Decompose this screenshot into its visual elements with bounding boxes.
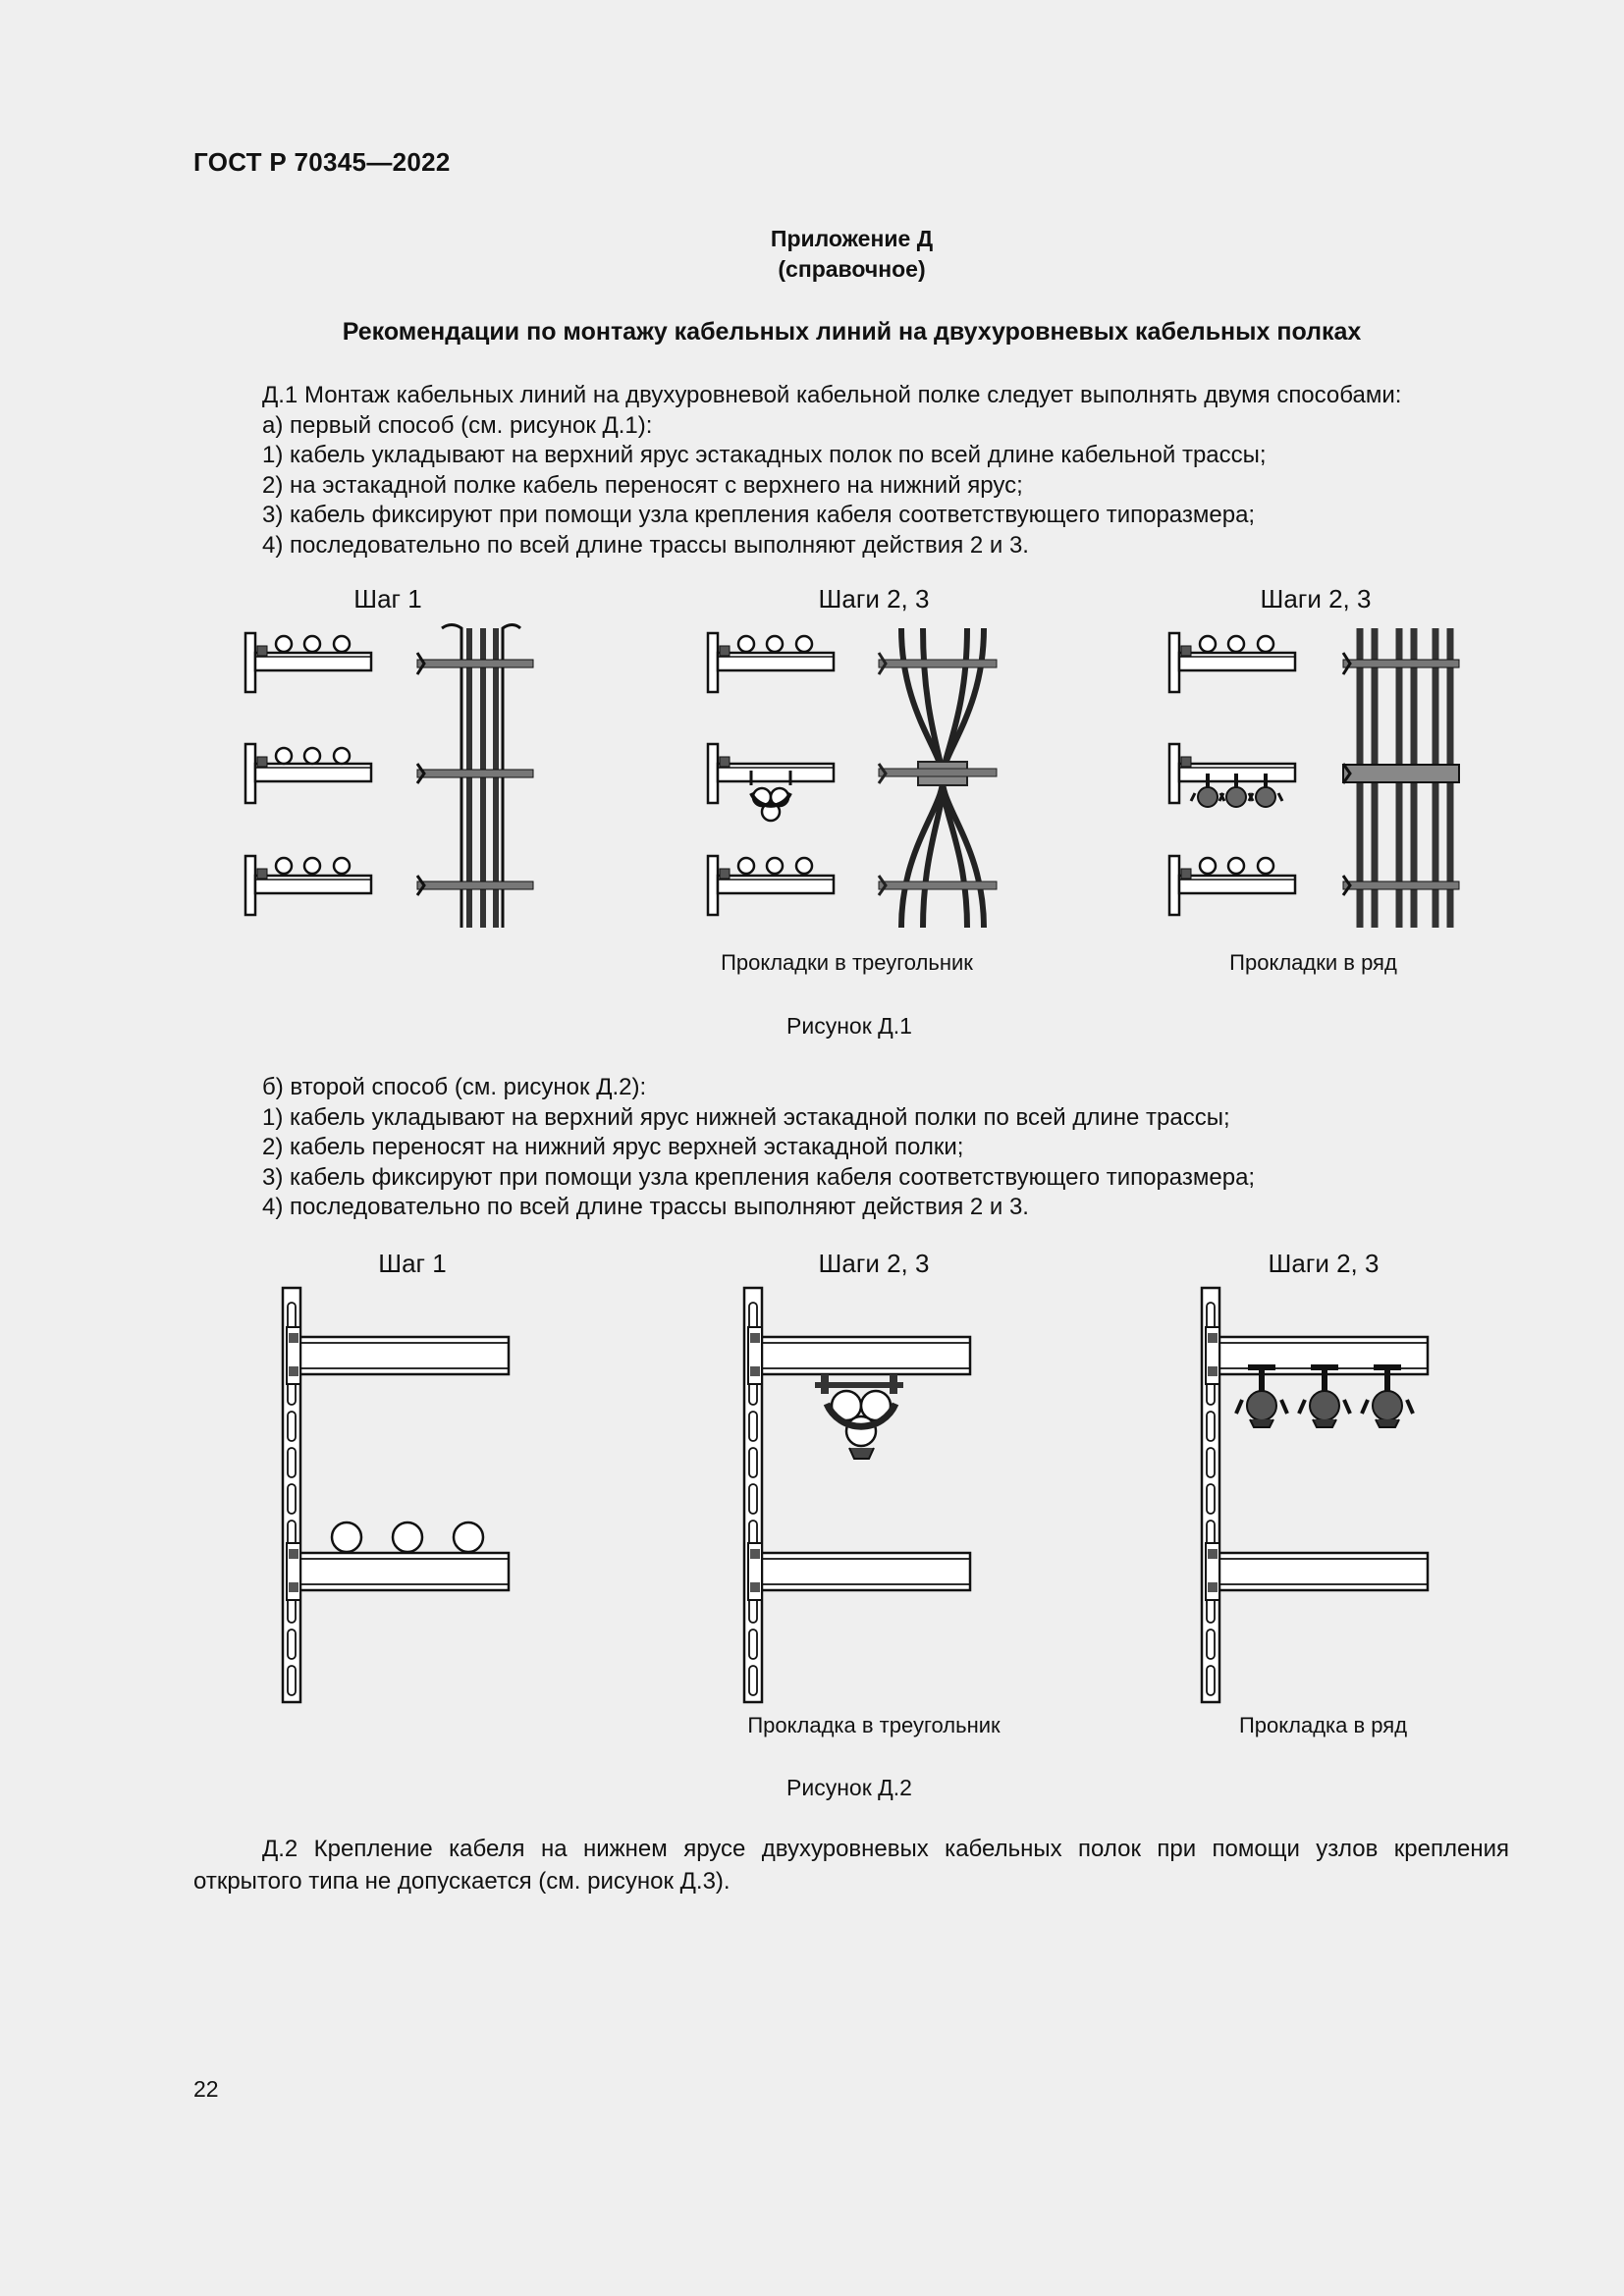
method-b-text <box>262 1073 1255 1223</box>
fig2-label-step1: Шаг 1 <box>378 1249 447 1278</box>
fig2-triangle <box>744 1288 970 1702</box>
text-line: 2) кабель переносят на нижний ярус верхней эстакадной полки; <box>262 1134 964 1160</box>
text-line: 3) кабель фиксируют при помощи узла крепления кабеля соответствующего типоразмера; <box>262 502 1256 528</box>
method-a-text <box>262 381 1401 561</box>
figure-d1-drawing <box>0 609 1624 942</box>
fig2-label-steps23-triangle: Шаги 2, 3 <box>818 1249 930 1278</box>
figure-d1-title: Рисунок Д.1 <box>786 1013 912 1039</box>
section-title: Рекомендации по монтажу кабельных линий на двухуровневых кабельных полках <box>342 318 1362 346</box>
text-line: 2) на эстакадной полке кабель переносят с верхнего на нижний ярус; <box>262 471 1023 499</box>
figure-d2-drawing <box>0 1276 1624 1718</box>
paragraph-d2-text: Д.2 Крепление кабеля на нижнем ярусе двухуровневых кабельных полок при помощи узлов крепления открытого типа не допускается (см. рисунок Д.3). <box>193 1836 1509 1895</box>
fig2-caption-triangle: Прокладка в треугольник <box>747 1713 1001 1737</box>
fig1-step1-side <box>245 633 371 915</box>
figure-d2-title: Рисунок Д.2 <box>786 1775 912 1800</box>
appendix-subtitle: (справочное) <box>778 256 926 282</box>
fig1-label-step1: Шаг 1 <box>353 584 422 614</box>
fig1-triangle-side <box>708 633 834 915</box>
fig1-step1-front <box>417 625 533 929</box>
text-line: 3) кабель фиксируют при помощи узла крепления кабеля соответствующего типоразмера; <box>262 1163 1256 1191</box>
fig2-step1 <box>283 1288 509 1702</box>
fig1-row-side <box>1169 633 1295 915</box>
fig1-triangle-front <box>879 628 997 928</box>
fig1-label-steps23-row: Шаги 2, 3 <box>1260 584 1372 614</box>
text-line: 1) кабель укладывают на верхний ярус нижней эстакадной полки по всей длине трассы; <box>262 1103 1230 1131</box>
text-line: 1) кабель укладывают на верхний ярус эстакадных полок по всей длине кабельной трассы; <box>262 442 1267 468</box>
text-line: 4) последовательно по всей длине трассы выполняют действия 2 и 3. <box>262 531 1029 559</box>
fig1-caption-row: Прокладки в ряд <box>1229 950 1397 975</box>
paragraph-d2 <box>193 1833 1509 1897</box>
text-line: Д.1 Монтаж кабельных линий на двухуровневой кабельной полке следует выполнять двумя способами: <box>262 382 1402 408</box>
fig1-label-steps23-triangle: Шаги 2, 3 <box>818 584 930 614</box>
text-line: б) второй способ (см. рисунок Д.2): <box>262 1074 647 1100</box>
fig1-caption-triangle: Прокладки в треугольник <box>721 950 973 975</box>
appendix-title: Приложение Д <box>770 226 934 251</box>
fig1-row-front <box>1343 628 1459 928</box>
text-line: а) первый способ (см. рисунок Д.1): <box>262 411 653 439</box>
document-code: ГОСТ Р 70345—2022 <box>193 147 451 177</box>
page-number: 22 <box>193 2076 219 2102</box>
fig2-caption-row: Прокладка в ряд <box>1238 1713 1408 1737</box>
text-line: 4) последовательно по всей длине трассы выполняют действия 2 и 3. <box>262 1194 1029 1220</box>
fig2-label-steps23-row: Шаги 2, 3 <box>1268 1249 1380 1278</box>
fig2-row <box>1202 1288 1428 1702</box>
